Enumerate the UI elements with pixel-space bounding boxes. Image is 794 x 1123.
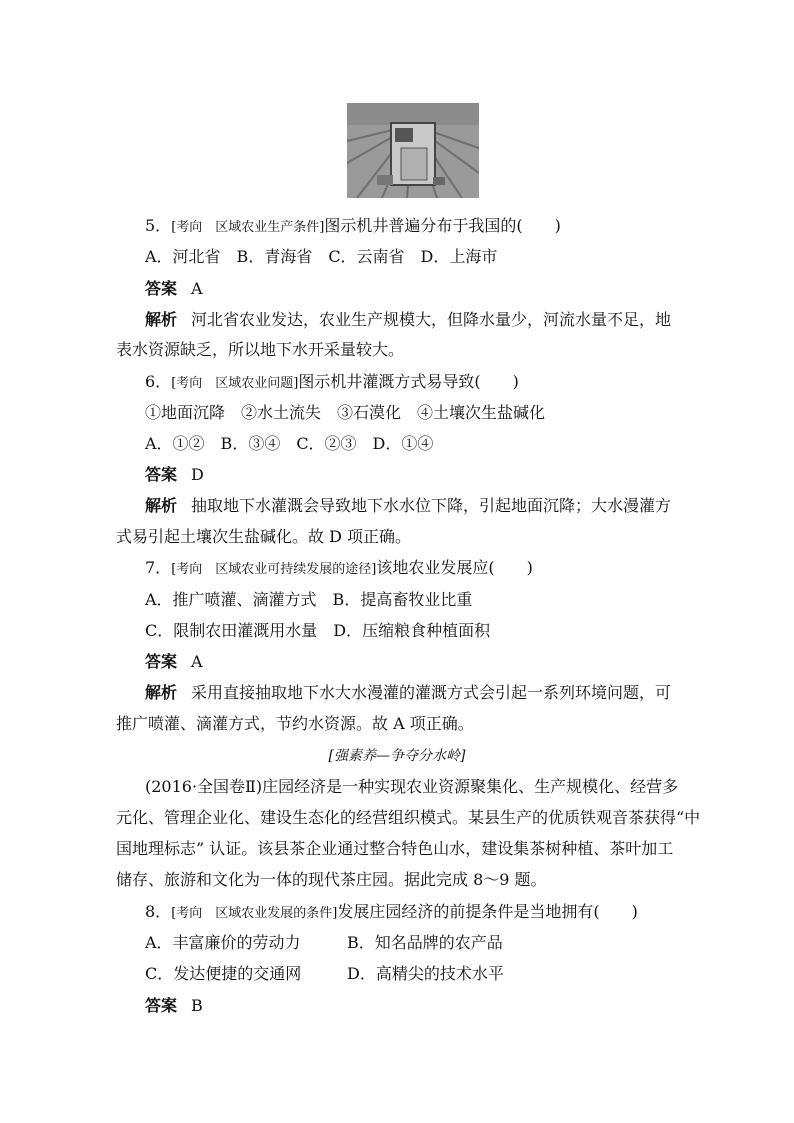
option-a: A．丰富廉价的劳动力: [145, 933, 301, 952]
question-8-options-row-2: [145, 964, 301, 984]
question-stem: 图示机井灌溉方式易导致( ): [298, 372, 519, 391]
question-6-analysis-cont: 式易引起土壤次生盐碱化。故 D 项正确。: [116, 527, 412, 546]
question-tag: [考向 区域农业生产条件]: [171, 220, 325, 235]
option-d: D．高精尖的技术水平: [347, 964, 504, 983]
question-6-options: A．①② B．③④ C．②③ D．①④: [145, 434, 434, 453]
question-7-analysis-cont: 推广喷灌、滴灌方式，节约水资源。故 A 项正确。: [116, 714, 474, 733]
question-5-options: A．河北省 B．青海省 C．云南省 D．上海市: [145, 247, 498, 266]
passage-line: 国地理标志” 认证。该县茶企业通过整合特色山水，建设集茶树种植、茶叶加工: [116, 839, 674, 858]
question-tag: [考向 区域农业可持续发展的途径]: [171, 562, 377, 577]
section-title: [强素养—争夺分水岭]: [328, 748, 466, 764]
question-7-options-2: C．限制农田灌溉用水量 D．压缩粮食种植面积: [145, 621, 491, 640]
answer-label: 答案: [145, 996, 178, 1015]
question-5-analysis-cont: 表水资源缺乏，所以地下水开采量较大。: [116, 340, 405, 359]
field-pump-house-photo: [347, 103, 479, 198]
question-stem: 图示机井普遍分布于我国的( ): [324, 216, 561, 235]
question-stem: 该地农业发展应( ): [376, 558, 533, 577]
question-6-items: ①地面沉降 ②水土流失 ③石漠化 ④土壤次生盐碱化: [145, 403, 546, 422]
passage-line: 储存、旅游和文化为一体的现代茶庄园。据此完成 8～9 题。: [116, 870, 547, 889]
analysis-label: 解析: [145, 683, 178, 702]
analysis-text: 河北省农业发达，农业生产规模大，但降水量少，河流水量不足，地: [191, 310, 672, 329]
question-8-answer: [145, 996, 203, 1016]
question-5: [145, 216, 561, 238]
question-7-options-1: A．推广喷灌、滴灌方式 B．提高畜牧业比重: [145, 590, 473, 609]
question-5-answer: [145, 279, 203, 299]
question-5-analysis: [145, 310, 671, 330]
question-7: [145, 558, 533, 580]
question-7-answer: [145, 652, 203, 672]
question-7-analysis: [145, 683, 671, 703]
question-8-options-row-1: [145, 933, 301, 953]
passage-line: 元化、管理企业化、建设生态化的经营组织模式。某县生产的优质铁观音茶获得“中: [116, 808, 701, 827]
passage-line: (2016·全国卷Ⅱ)庄园经济是一种实现农业资源聚集化、生产规模化、经营多: [145, 777, 679, 796]
option-c: C．发达便捷的交通网: [145, 964, 302, 983]
analysis-label: 解析: [145, 310, 178, 329]
analysis-text: 采用直接抽取地下水大水漫灌的灌溉方式会引起一系列环境问题，可: [191, 683, 672, 702]
question-number: 5．: [145, 216, 172, 235]
question-number: 6．: [145, 372, 172, 391]
question-6-answer: [145, 465, 204, 485]
question-stem: 发展庄园经济的前提条件是当地拥有( ): [337, 902, 638, 921]
answer-value: D: [191, 465, 204, 484]
analysis-text: 抽取地下水灌溉会导致地下水水位下降，引起地面沉降；大水漫灌方: [191, 496, 672, 515]
option-b: B．知名品牌的农产品: [347, 933, 503, 952]
question-number: 7．: [145, 558, 172, 577]
question-tag: [考向 区域农业发展的条件]: [171, 906, 338, 921]
answer-value: B: [191, 996, 203, 1015]
answer-value: A: [191, 279, 203, 298]
analysis-label: 解析: [145, 496, 178, 515]
answer-label: 答案: [145, 465, 178, 484]
answer-label: 答案: [145, 652, 178, 671]
question-6: [145, 372, 519, 394]
answer-value: A: [191, 652, 203, 671]
question-6-analysis: [145, 496, 671, 516]
answer-label: 答案: [145, 279, 178, 298]
question-number: 8．: [145, 902, 172, 921]
question-8: [145, 902, 638, 924]
question-tag: [考向 区域农业问题]: [171, 376, 299, 391]
